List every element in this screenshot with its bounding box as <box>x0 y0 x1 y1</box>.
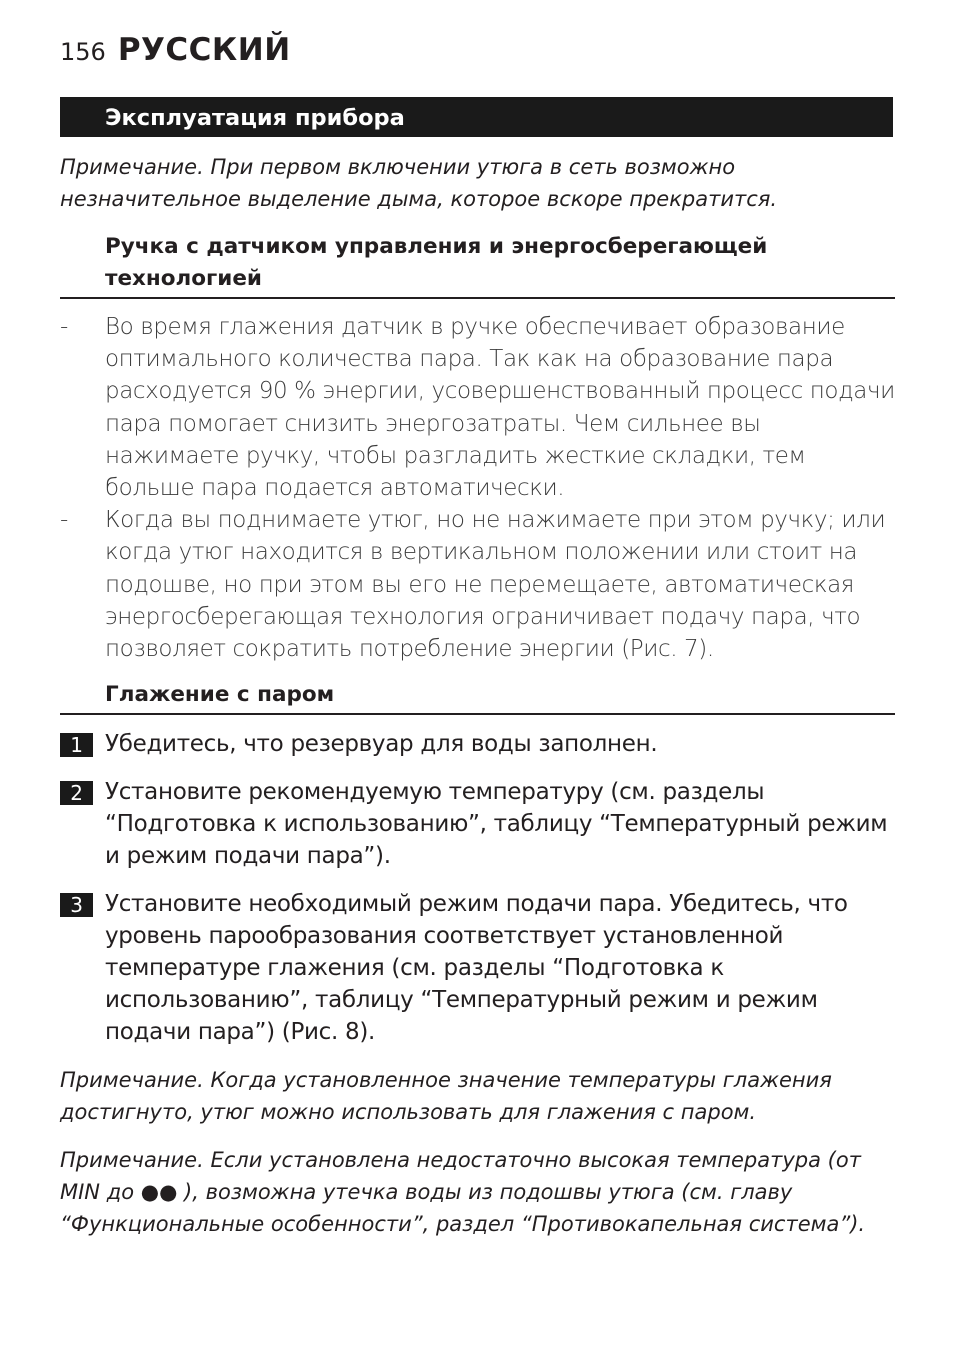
dash-marker: - <box>60 314 68 340</box>
subsection-title-steam-ironing: Глажение с паром <box>60 679 895 715</box>
page-header <box>60 32 291 68</box>
steam-steps-list <box>60 728 896 1064</box>
subsection-title-sensor-handle: Ручка с датчиком управления и энергосберегающей технологией <box>60 231 895 299</box>
step-text: Установите рекомендуемую температуру (см. разделы “Подготовка к использованию”, таблицу “Температурный режим и режим подачи пара”). <box>105 779 888 869</box>
note-temperature-reached: Примечание. Когда установленное значение температуры глажения достигнуто, утюг можно использовать для глажения с паром. <box>60 1068 832 1124</box>
step-text: Убедитесь, что резервуар для воды заполнен. <box>105 731 658 757</box>
step-item <box>60 888 896 1048</box>
language-title: РУССКИЙ <box>117 32 291 68</box>
list-item-text: Во время глажения датчик в ручке обеспечивает образование оптимального количества пара. Так как на образование пара расходуется 90 % энергии, усовершенствованный процесс подачи пара помогает снизить энергозатраты. Чем сильнее вы нажимаете ручку, чтобы разгладить жесткие складки, тем больше пара подается автоматически. <box>105 314 895 502</box>
note-low-temperature: Примечание. Если установлена недостаточно высокая температура (от MIN до ●● ), возможна утечка воды из подошвы утюга (см. главу “Функциональные особенности”, раздел “Противокапельная система”). <box>60 1148 866 1236</box>
step-item <box>60 728 896 760</box>
list-item-text: Когда вы поднимаете утюг, но не нажимаете при этом ручку; или когда утюг находится в вертикальном положении или стоит на подошве, но при этом вы его не перемещаете, автоматическая энергосберегающая технология ограничивает подачу пара, что позволяет сократить потребление энергии (Рис. 7). <box>105 507 886 663</box>
dash-marker: - <box>60 507 68 534</box>
step-number-badge: 2 <box>60 781 93 805</box>
step-item <box>60 776 896 872</box>
step-number-badge: 3 <box>60 893 93 917</box>
sensor-handle-list <box>60 311 896 665</box>
list-item <box>60 311 896 504</box>
step-text: Установите необходимый режим подачи пара. Убедитесь, что уровень парообразования соответствует установленной температуре глажения (см. разделы “Подготовка к использованию”, таблицу “Температурный режим и режим подачи пара”) (Рис. 8). <box>105 891 848 1045</box>
section-title: Эксплуатация прибора <box>60 97 893 137</box>
note-first-use: Примечание. При первом включении утюга в сеть возможно незначительное выделение дыма, которое вскоре прекратится. <box>60 155 778 211</box>
list-item <box>60 504 896 665</box>
step-number-badge: 1 <box>60 733 93 757</box>
page-number: 156 <box>60 38 106 66</box>
